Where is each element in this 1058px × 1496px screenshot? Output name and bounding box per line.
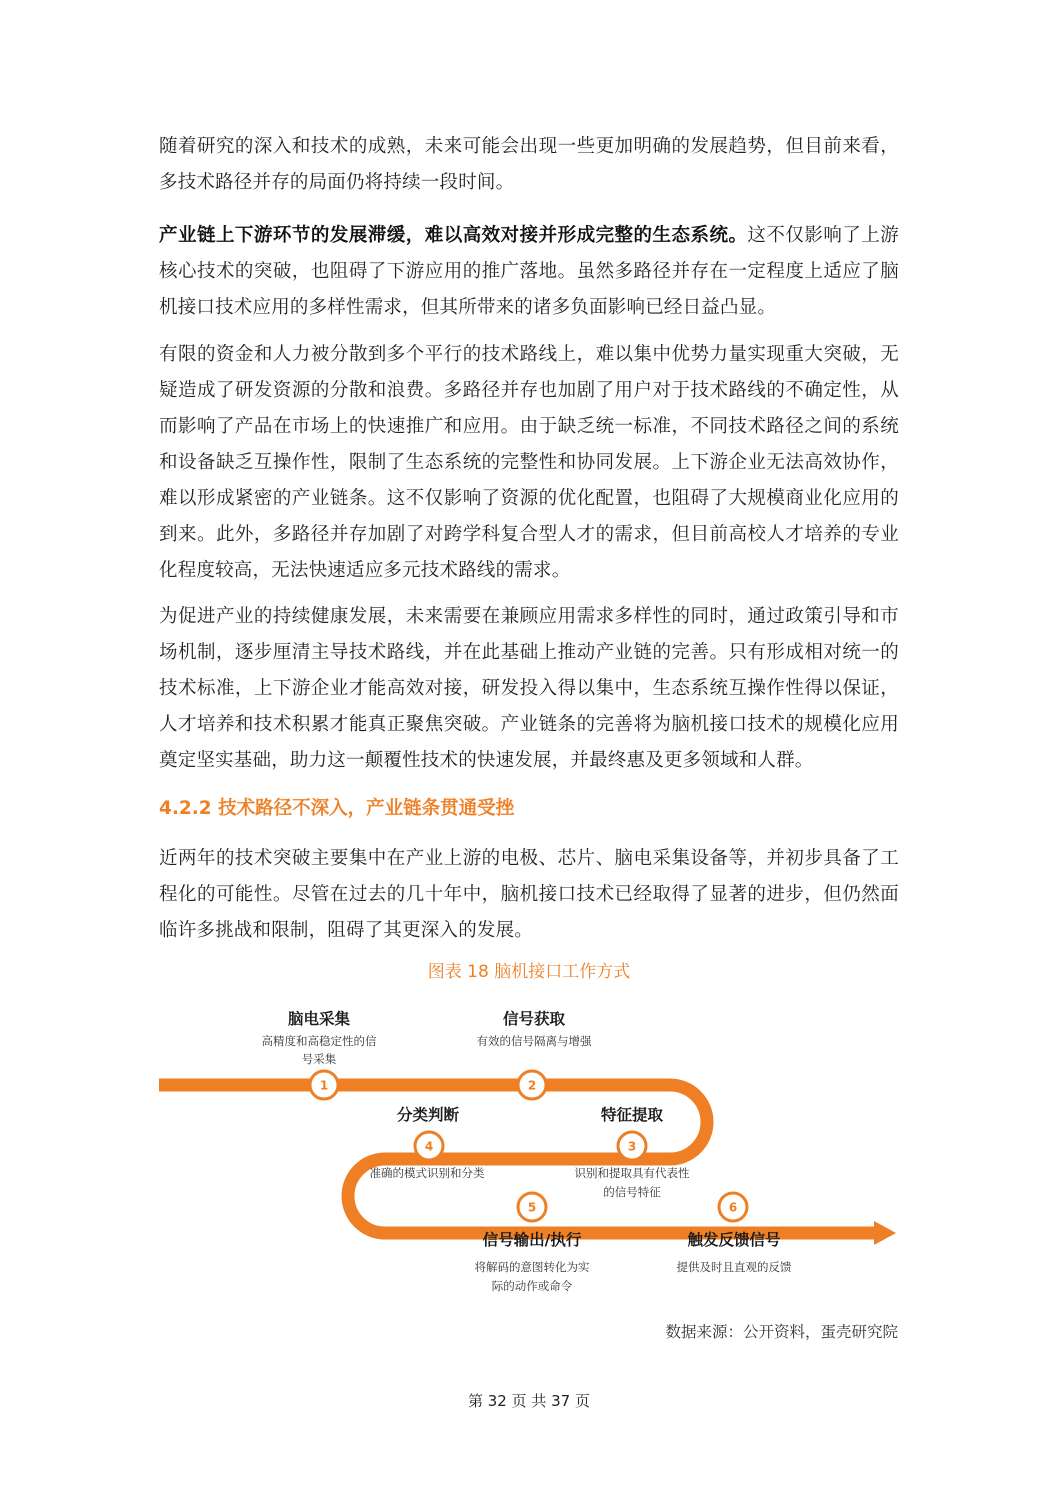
- paragraph-5: 近两年的技术突破主要集中在产业上游的电极、芯片、脑电采集设备等，并初步具备了工程化的可能性。尽管在过去的几十年中，脑机接口技术已经取得了显著的进步，但仍然面临许多挑战和限制，阻碍了其更深入的发展。: [159, 848, 899, 941]
- paragraph-2: [159, 218, 899, 326]
- step-3-number: 3: [627, 1139, 637, 1154]
- step-3: [575, 1105, 690, 1199]
- step-6: [677, 1193, 792, 1274]
- data-source: 数据来源：公开资料，蛋壳研究院: [665, 1323, 898, 1341]
- arrow-head-icon: [874, 1221, 896, 1245]
- step-4-number: 4: [424, 1139, 434, 1154]
- step-6-desc-line1: 提供及时且直观的反馈: [676, 1260, 792, 1274]
- step-6-title: 触发反馈信号: [687, 1231, 781, 1249]
- step-4-desc-line1: 准确的模式识别和分类: [369, 1166, 485, 1180]
- step-6-number: 6: [728, 1200, 738, 1215]
- step-1-number: 1: [319, 1078, 329, 1093]
- page-footer: 第 32 页 共 37 页: [467, 1392, 590, 1410]
- section-heading: 4.2.2 技术路径不深入，产业链条贯通受挫: [159, 798, 515, 819]
- step-3-desc-line1: 识别和提取具有代表性: [574, 1166, 690, 1180]
- workflow-diagram: [0, 995, 1058, 1305]
- paragraph-2-rest: 这不仅影响了上游核心技术的突破，也阻碍了下游应用的推广落地。虽然多路径并存在一定程度上适应了脑机接口技术应用的多样性需求，但其所带来的诸多负面影响已经日益凸显。: [159, 225, 899, 318]
- figure-title: 图表 18 脑机接口工作方式: [427, 962, 631, 982]
- step-1-desc-line2: 号采集: [301, 1052, 337, 1066]
- step-5-title: 信号输出/执行: [482, 1231, 582, 1249]
- step-1-title: 脑电采集: [287, 1010, 351, 1028]
- step-4-title: 分类判断: [396, 1106, 460, 1124]
- paragraph-3: 有限的资金和人力被分散到多个平行的技术路线上，难以集中优势力量实现重大突破，无疑造成了研发资源的分散和浪费。多路径并存也加剧了用户对于技术路线的不确定性，从而影响了产品在市场上的快速推广和应用。由于缺乏统一标准，不同技术路径之间的系统和设备缺乏互操作性，限制了生态系统的完整性和协同发展。上下游企业无法高效协作，难以形成紧密的产业链条。这不仅影响了资源的优化配置，也阻碍了大规模商业化应用的到来。此外，多路径并存加剧了对跨学科复合型人才的需求，但目前高校人才培养的专业化程度较高，无法快速适应多元技术路线的需求。: [159, 344, 899, 581]
- step-5: [475, 1193, 590, 1293]
- step-2-title: 信号获取: [502, 1010, 566, 1028]
- step-3-title: 特征提取: [600, 1106, 664, 1124]
- step-4: [370, 1105, 485, 1180]
- step-2-number: 2: [527, 1078, 537, 1093]
- paragraph-4: 为促进产业的持续健康发展，未来需要在兼顾应用需求多样性的同时，通过政策引导和市场机制，逐步厘清主导技术路线，并在此基础上推动产业链的完善。只有形成相对统一的技术标准，上下游企业才能高效对接，研发投入得以集中，生态系统互操作性得以保证，人才培养和技术积累才能真正聚焦突破。产业链条的完善将为脑机接口技术的规模化应用奠定坚实基础，助力这一颠覆性技术的快速发展，并最终惠及更多领域和人群。: [159, 606, 899, 771]
- step-5-number: 5: [527, 1200, 537, 1215]
- step-2-desc-line1: 有效的信号隔离与增强: [476, 1034, 592, 1048]
- paragraph-2-bold: 产业链上下游环节的发展滞缓，难以高效对接并形成完整的生态系统。: [159, 225, 748, 246]
- step-3-desc-line2: 的信号特征: [603, 1185, 661, 1199]
- step-5-desc-line1: 将解码的意图转化为实: [474, 1260, 590, 1274]
- step-5-desc-line2: 际的动作或命令: [491, 1279, 573, 1293]
- paragraph-1: 随着研究的深入和技术的成熟，未来可能会出现一些更加明确的发展趋势，但目前来看，多技术路径并存的局面仍将持续一段时间。: [159, 136, 899, 193]
- step-1-desc-line1: 高精度和高稳定性的信: [261, 1034, 377, 1048]
